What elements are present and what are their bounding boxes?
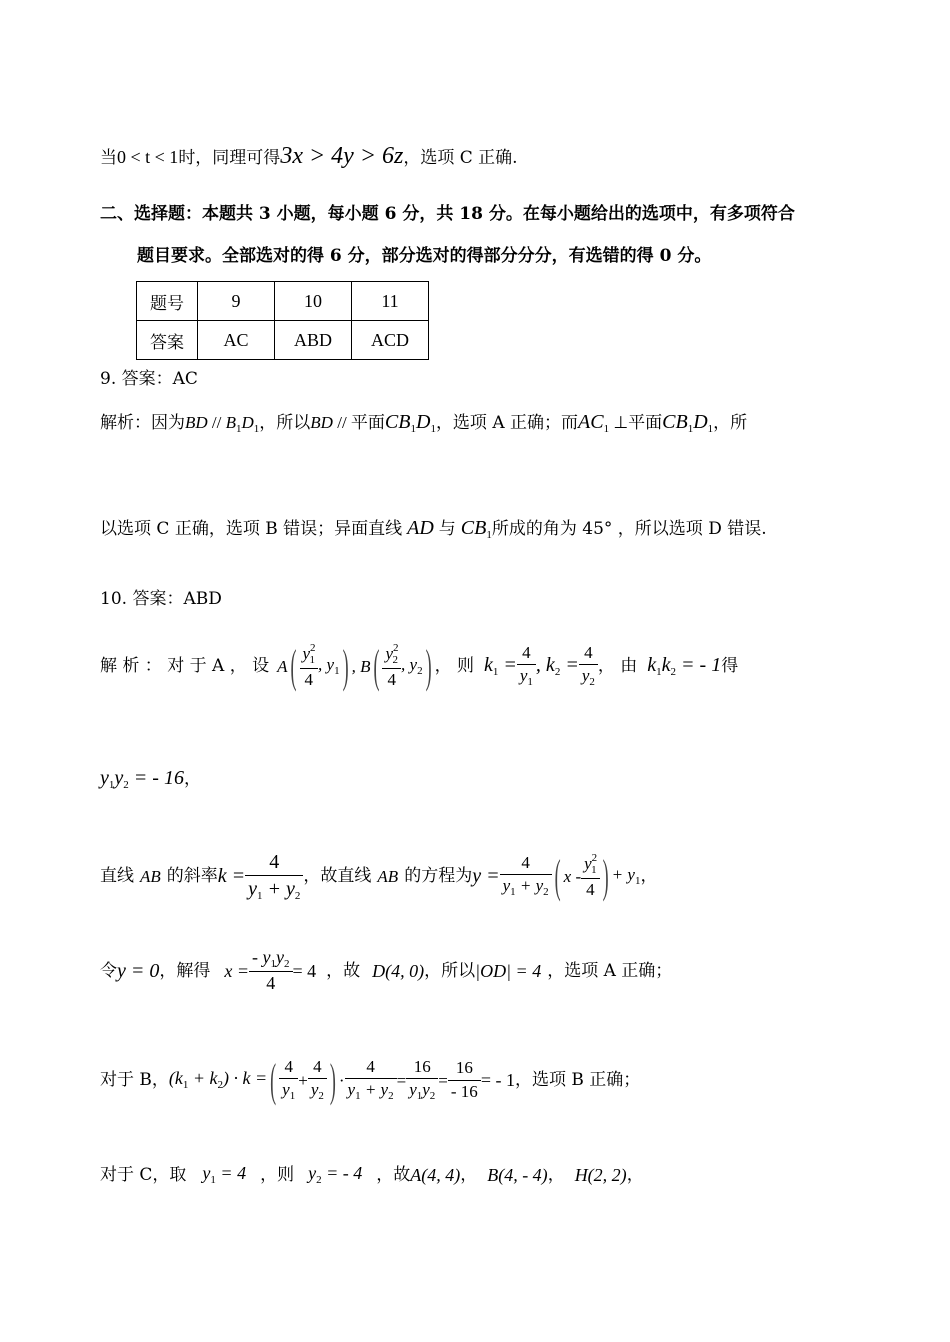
q10-line-h: 对于 C，取 $y_1 = 4$ ，则 $y_2$ = - 4 ，故 A(4, 4) ， B(4, - 4) ， H(2, 2) ， xyxy=(100,1163,644,1186)
question-number: 10 xyxy=(275,282,352,321)
q10-line-c: 解 析 ： 对 于 A ， 设 A ( $\frac{y^2_1}{4}$ , $y_1$ ) , B ( $\frac{y^2_2}{4}$ , $y_2$ ) ， 则 $k_1$ = $\frac{4}{y_1}$ , $k_2$ = $\frac{4}{y_2}$ ， 由 $k_1k_2$ = - 1 得 xyxy=(100,640,739,692)
question-number: 9 xyxy=(198,282,275,321)
line-1: 当0 < t < 1时，同理可得3x > 4y > 6z，选项 C 正确. xyxy=(100,143,518,169)
table-row xyxy=(137,282,429,321)
answer-cell: AC xyxy=(198,321,275,360)
section-title: 二、选择题：本题共 3 小题，每小题 6 分，共 18 分。在每小题给出的选项中，有多项符合 xyxy=(100,204,795,224)
q9-analysis-line2: 以选项 C 正确，选项 B 错误；异面直线 AD 与 $CB_1$所成的角为 45° ，所以选项 D 错误. xyxy=(100,517,767,541)
answer-label: 答案 xyxy=(137,321,198,360)
q10-line-d: $y_1y_2$ = - 16， xyxy=(100,767,201,791)
answer-cell: ACD xyxy=(352,321,429,360)
section-title-2: 题目要求。全部选对的得 6 分，部分选对的得部分分分，有选错的得 0 分。 xyxy=(137,246,712,266)
answer-cell: ABD xyxy=(275,321,352,360)
table-row xyxy=(137,321,429,360)
question-number: 11 xyxy=(352,282,429,321)
q10-line-f: 令 y = 0 ，解得 x = $\frac{- y_1y_2}{4}$ = 4 ，故 D(4, 0) ，所以 |OD| = 4 ，选项 A 正确； xyxy=(100,947,673,994)
q9-analysis-line1: 解析：因为BD // $B_1D_1$，所以BD // 平面$CB_1D_1$，选项 A 正确；而$AC_1$ ⊥平面$CB_1D_1$，所 xyxy=(100,411,748,435)
q10-line-g: 对于 B， $(k_1 + k_2) \cdot k$ = ( $\frac{4}{y_1}$ + $\frac{4}{y_2}$ ) · $\frac{4}{y_1 + y_2}$ = $\frac{16}{y_1y_2}$ = $\frac{16}{- 16}$ = - 1 ，选项 B 正确； xyxy=(100,1054,641,1106)
answer-table xyxy=(136,281,429,360)
q10-answer: 10. 答案：ABD xyxy=(100,589,222,609)
q10-line-e: 直线 AB 的斜率 k = $\frac{4}{y_1 + y_2}$ ，故直线 AB 的方程为 y = $\frac{4}{y_1 + y_2}$ ( x - $\frac{y^2_1}{4}$ ) + $y_1$ ， xyxy=(100,850,658,902)
header-label: 题号 xyxy=(137,282,198,321)
q9-answer: 9. 答案：AC xyxy=(100,369,198,389)
